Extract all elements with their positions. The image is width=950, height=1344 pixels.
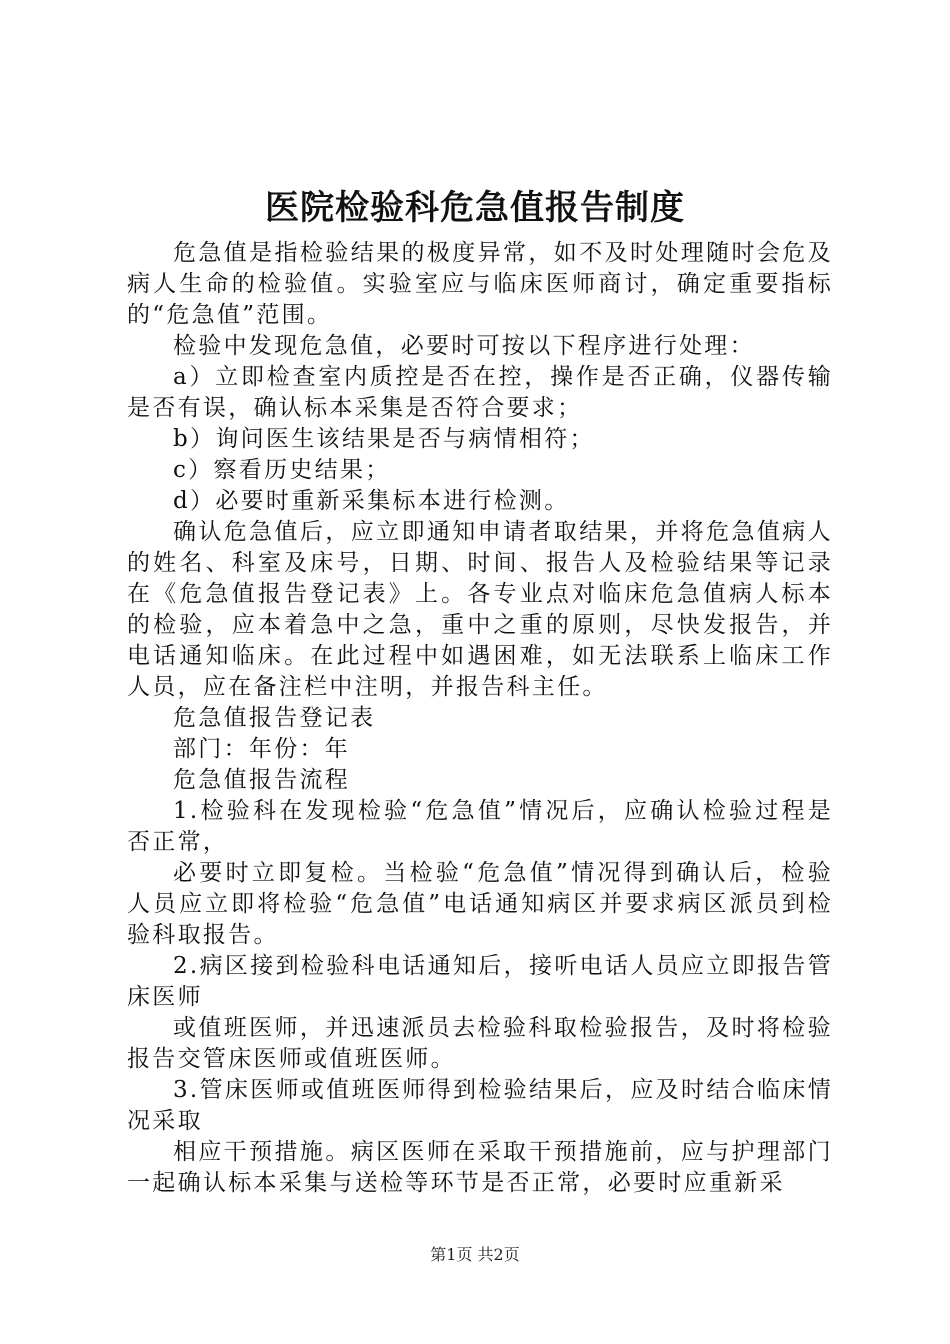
page-footer: 第1页 共2页 (430, 1245, 520, 1264)
paragraph-confirmation: 确认危急值后，应立即通知申请者取结果，并将危急值病人的姓名、科室及床号，日期、时间、报告人及检验结果等记录在《危急值报告登记表》上。各专业点对临床危急值病人标本的检验，应本着急中之急，重中之重的原则，尽快发报告，并电话通知临床。在此过程中如遇困难，如无法联系上临床工作人员，应在备注栏中注明，并报告科主任。 (127, 519, 833, 700)
paragraph-process-3: 3.管床医师或值班医师得到检验结果后，应及时结合临床情况采取 (127, 1077, 833, 1134)
document-title: 医院检验科危急值报告制度 (265, 188, 685, 228)
paragraph-process-2: 2.病区接到检验科电话通知后，接听电话人员应立即报告管床医师 (127, 953, 833, 1010)
paragraph-step-a: a）立即检查室内质控是否在控，操作是否正确，仪器传输是否有误，确认标本采集是否符合要求； (127, 364, 833, 421)
paragraph-process-3-cont: 相应干预措施。病区医师在采取干预措施前，应与护理部门一起确认标本采集与送检等环节是否正常，必要时应重新采 (127, 1139, 833, 1196)
paragraph-step-c: c）察看历史结果； (173, 457, 391, 483)
document-body (127, 238, 833, 1199)
paragraph-procedure-intro: 检验中发现危急值，必要时可按以下程序进行处理： (173, 333, 755, 359)
paragraph-process-heading: 危急值报告流程 (173, 767, 351, 793)
paragraph-register-form-heading: 危急值报告登记表 (173, 705, 376, 731)
paragraph-process-1: 1.检验科在发现检验“危急值”情况后，应确认检验过程是否正常， (127, 798, 833, 855)
paragraph-department-year: 部门：年份：年 (173, 736, 351, 762)
paragraph-definition: 危急值是指检验结果的极度异常，如不及时处理随时会危及病人生命的检验值。实验室应与临床医师商讨，确定重要指标的“危急值”范围。 (127, 240, 833, 328)
paragraph-step-b: b）询问医生该结果是否与病情相符； (173, 426, 595, 452)
paragraph-step-d: d）必要时重新采集标本进行检测。 (173, 488, 570, 514)
paragraph-process-2-cont: 或值班医师，并迅速派员去检验科取检验报告，及时将检验报告交管床医师或值班医师。 (127, 1015, 833, 1072)
paragraph-process-1-cont: 必要时立即复检。当检验“危急值”情况得到确认后，检验人员应立即将检验“危急值”电话通知病区并要求病区派员到检验科取报告。 (127, 860, 833, 948)
